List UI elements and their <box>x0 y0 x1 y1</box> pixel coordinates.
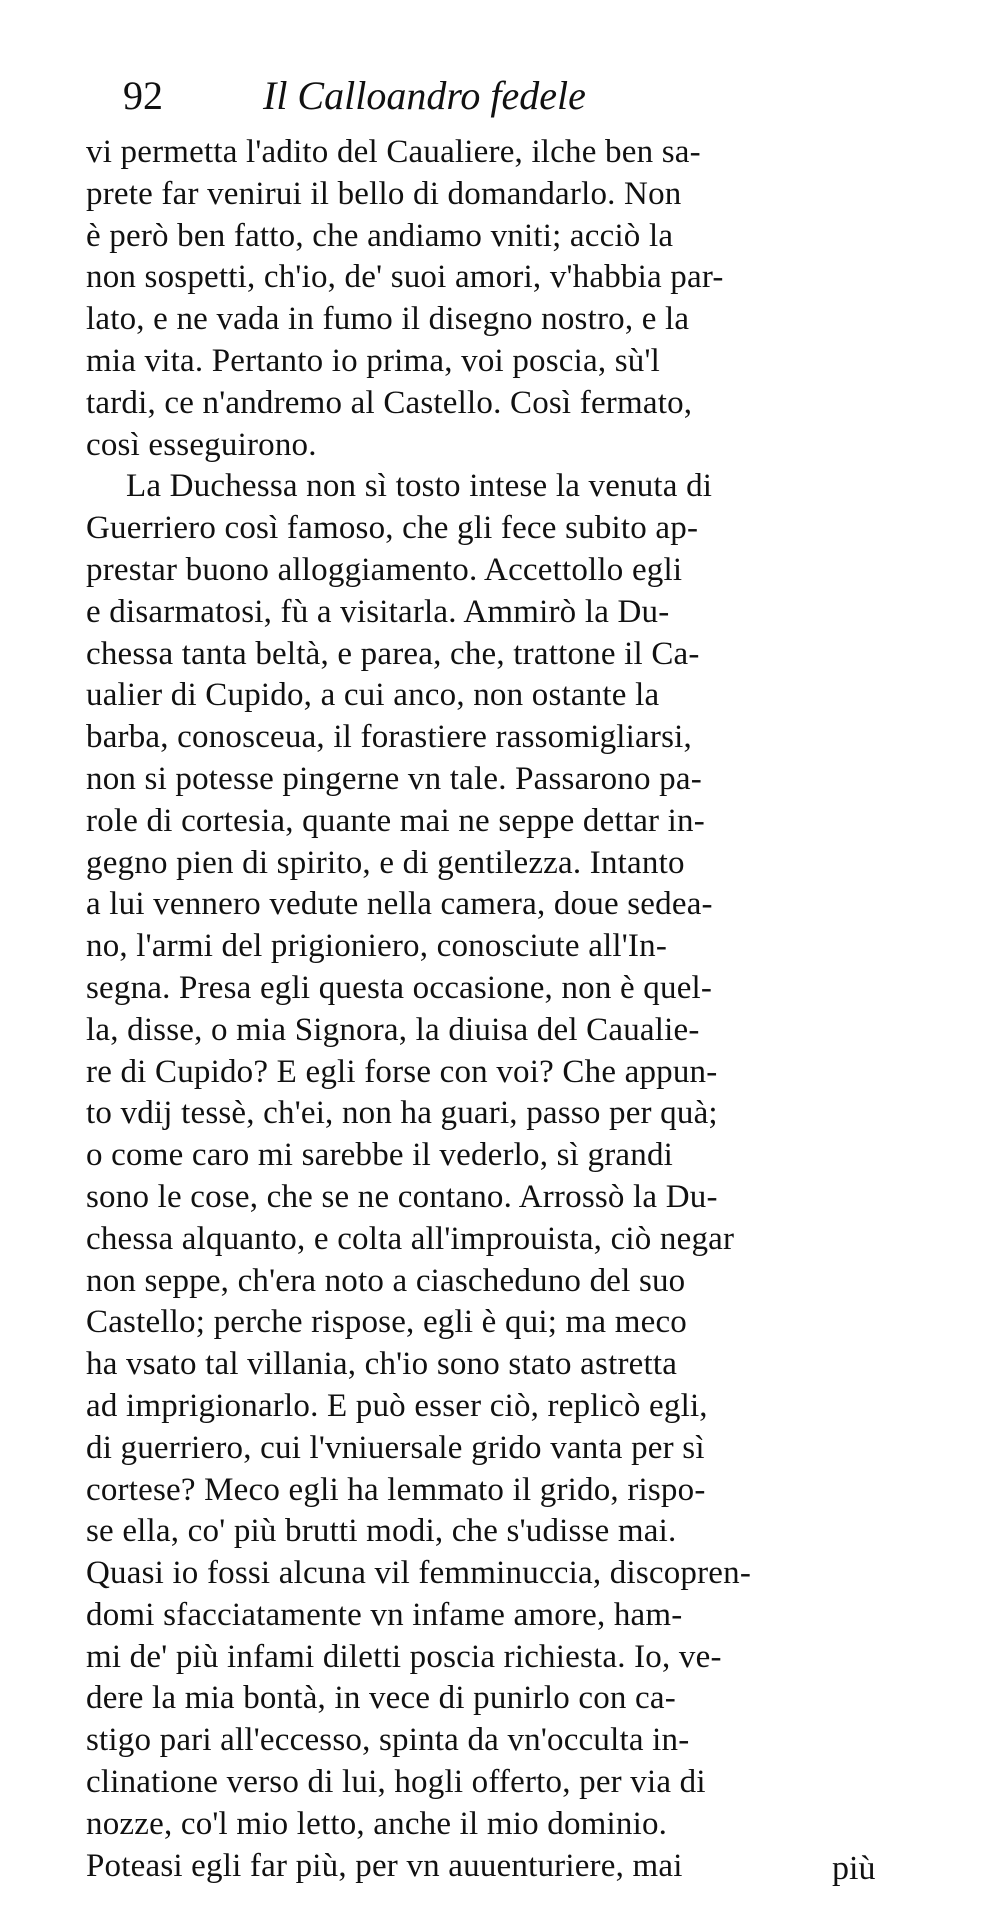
text-line: gegno pien di spirito, e di gentilezza. Intanto <box>86 844 685 881</box>
text-line: tardi, ce n'andremo al Castello. Così fermato, <box>86 384 693 421</box>
text-line: ha vsato tal villania, ch'io sono stato astretta <box>86 1346 678 1383</box>
text-line: cortese? Meco egli ha lemmato il grido, rispo- <box>86 1471 706 1508</box>
text-line: e disarmatosi, fù a visitarla. Ammirò la Du- <box>86 593 670 630</box>
text-line: re di Cupido? E egli forse con voi? Che appun- <box>86 1053 718 1090</box>
text-line: mi de' più infami diletti poscia richiesta. Io, ve- <box>86 1638 722 1675</box>
text-line: domi sfacciatamente vn infame amore, ham- <box>86 1596 683 1633</box>
text-line: vi permetta l'adito del Caualiere, ilche ben sa- <box>86 134 701 170</box>
text-line: to vdij tessè, ch'ei, non ha guari, passo per quà; <box>86 1095 718 1132</box>
text-line: a lui vennero vedute nella camera, doue sedea- <box>86 886 713 923</box>
page-number: 92 <box>123 73 163 118</box>
text-line: prete far venirui il bello di domandarlo. Non <box>86 175 682 212</box>
text-line: non sospetti, ch'io, de' suoi amori, v'habbia par- <box>86 259 724 296</box>
text-line: lato, e ne vada in fumo il disegno nostro, e la <box>86 301 690 338</box>
text-line: role di cortesia, quante mai ne seppe dettar in- <box>86 802 705 839</box>
body-text <box>86 132 936 1887</box>
text-line: barba, conosceua, il forastiere rassomigliarsi, <box>86 719 692 756</box>
text-line: Castello; perche rispose, egli è qui; ma meco <box>86 1304 687 1341</box>
text-line: non si potesse pingerne vn tale. Passarono pa- <box>86 760 702 797</box>
text-line: è però ben fatto, che andiamo vniti; acciò la <box>86 217 674 254</box>
text-line: chessa alquanto, e colta all'improuista, ciò negar <box>86 1220 735 1257</box>
text-line: clinatione verso di lui, hogli offerto, per via di <box>86 1764 706 1801</box>
text-line: no, l'armi del prigioniero, conosciute all'In- <box>86 928 668 965</box>
text-line: non seppe, ch'era noto a ciascheduno del suo <box>86 1262 686 1299</box>
text-line: Quasi io fossi alcuna vil femminuccia, discopren- <box>86 1555 752 1592</box>
text-line: sono le cose, che se ne contano. Arrossò la Du- <box>86 1178 718 1215</box>
text-line: la, disse, o mia Signora, la diuisa del Caualie- <box>86 1011 700 1048</box>
text-line: stigo pari all'eccesso, spinta da vn'occulta in- <box>86 1722 690 1759</box>
text-line: chessa tanta beltà, e parea, che, trattone il Ca- <box>86 635 700 672</box>
text-line: prestar buono alloggiamento. Accettollo egli <box>86 551 683 588</box>
text-line: nozze, co'l mio letto, anche il mio dominio. <box>86 1805 668 1842</box>
text-line: o come caro mi sarebbe il vederlo, sì grandi <box>86 1137 674 1174</box>
text-line: se ella, co' più brutti modi, che s'udisse mai. <box>86 1513 677 1550</box>
running-head <box>123 72 883 132</box>
text-line: Poteasi egli far più, per vn auuenturiere, mai <box>86 1847 683 1884</box>
text-line: segna. Presa egli questa occasione, non è quel- <box>86 969 713 1006</box>
text-line: ad imprigionarlo. E può esser ciò, replicò egli, <box>86 1387 708 1424</box>
running-title: Il Calloandro fedele <box>263 73 586 118</box>
text-line: mia vita. Pertanto io prima, voi poscia, sù'l <box>86 342 661 379</box>
text-line: di guerriero, cui l'vniuersale grido vanta per sì <box>86 1429 705 1466</box>
text-line: dere la mia bontà, in vece di punirlo con ca- <box>86 1680 676 1717</box>
paragraph-start-line: La Duchessa non sì tosto intese la venuta di <box>126 468 713 505</box>
text-line: così esseguirono. <box>86 426 317 463</box>
text-line: ualier di Cupido, a cui anco, non ostante la <box>86 677 660 714</box>
text-line: Guerriero così famoso, che gli fece subito ap- <box>86 510 699 547</box>
catchword: più <box>832 1850 876 1887</box>
